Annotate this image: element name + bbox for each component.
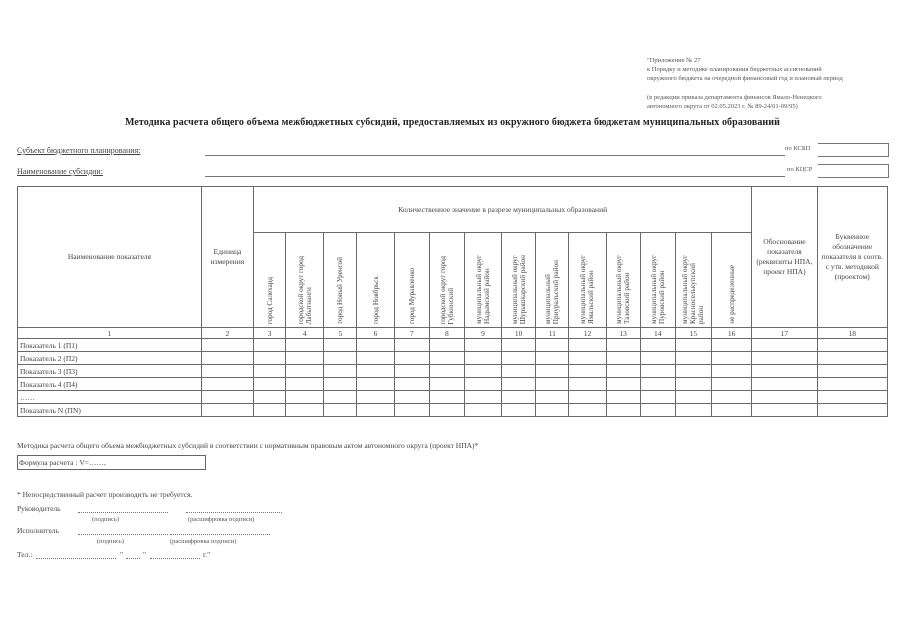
column-number: 13: [606, 328, 640, 339]
header-letter: Буквенное обозначение показателя в соотв. с утв. методикой (проектом): [817, 187, 887, 328]
table-cell[interactable]: [502, 404, 536, 417]
table-cell[interactable]: [394, 352, 429, 365]
column-number: 3: [254, 328, 286, 339]
table-cell[interactable]: [752, 352, 817, 365]
table-cell[interactable]: [286, 404, 324, 417]
table-cell[interactable]: [606, 365, 640, 378]
table-cell[interactable]: [429, 378, 464, 391]
table-cell[interactable]: [675, 352, 711, 365]
table-cell[interactable]: [201, 378, 253, 391]
table-cell[interactable]: [394, 365, 429, 378]
head-label: Руководитель: [17, 504, 61, 513]
appendix-line-4: (в редакции приказа департамента финансов Ямало-Ненецкого: [647, 94, 822, 101]
date-quote-open: ": [120, 550, 124, 559]
table-row: [18, 339, 888, 352]
table-cell[interactable]: [640, 352, 675, 365]
table-cell[interactable]: [536, 339, 569, 352]
table-cell[interactable]: [711, 339, 751, 352]
municipality-label: город Муравленко: [407, 267, 416, 324]
municipality-header: [286, 233, 324, 328]
table-cell[interactable]: [569, 404, 606, 417]
table-cell[interactable]: [357, 404, 394, 417]
header-quantity: Количественное значение в разрезе муниципальных образований: [254, 187, 752, 233]
table-cell[interactable]: [606, 339, 640, 352]
municipality-label: городской округ город Губкинский: [438, 255, 455, 324]
subject-field[interactable]: [205, 155, 785, 156]
table-cell[interactable]: [675, 391, 711, 404]
table-cell[interactable]: [254, 352, 286, 365]
date-year-label: г.": [203, 550, 211, 559]
column-number: 8: [429, 328, 464, 339]
table-cell[interactable]: [286, 352, 324, 365]
table-cell[interactable]: [324, 339, 357, 352]
table-cell[interactable]: [286, 339, 324, 352]
table-cell[interactable]: [569, 352, 606, 365]
table-cell[interactable]: [640, 404, 675, 417]
table-cell[interactable]: [502, 391, 536, 404]
municipality-header: [464, 233, 501, 328]
table-cell[interactable]: [324, 378, 357, 391]
table-cell[interactable]: [357, 391, 394, 404]
table-cell[interactable]: [675, 378, 711, 391]
table-cell[interactable]: [254, 378, 286, 391]
table-cell[interactable]: [569, 339, 606, 352]
column-number: 6: [357, 328, 394, 339]
table-cell[interactable]: [464, 391, 501, 404]
table-cell[interactable]: [606, 404, 640, 417]
table-cell[interactable]: [394, 404, 429, 417]
formula-box[interactable]: [17, 455, 206, 470]
head-sign-line[interactable]: [78, 512, 168, 513]
subsidy-code-box[interactable]: [818, 164, 889, 178]
head-decode-line[interactable]: [186, 512, 282, 513]
table-cell[interactable]: [711, 352, 751, 365]
municipality-label: не распределенные: [727, 265, 736, 324]
appendix-line-1: "Приложение № 27: [647, 57, 701, 64]
column-number: 12: [569, 328, 606, 339]
date-month-line[interactable]: [150, 558, 200, 559]
subject-label: Субъект бюджетного планирования:: [17, 146, 141, 155]
document-title: Методика расчета общего объема межбюджетных субсидий, предоставляемых из окружного бюджета бюджетам муниципальных образований: [124, 117, 781, 128]
table-cell[interactable]: [502, 352, 536, 365]
head-sign-caption: (подпись): [92, 516, 119, 523]
table-row: [18, 404, 888, 417]
table-cell[interactable]: [464, 352, 501, 365]
municipality-header: [324, 233, 357, 328]
table-row: [18, 391, 888, 404]
table-cell[interactable]: [817, 365, 887, 378]
tel-label: Тел.:: [17, 550, 33, 559]
municipality-header: [569, 233, 606, 328]
table-cell[interactable]: [394, 391, 429, 404]
table-cell[interactable]: [569, 391, 606, 404]
table-cell[interactable]: [254, 365, 286, 378]
column-number: 11: [536, 328, 569, 339]
header-basis: Обоснование показателя (реквизиты НПА, проект НПА): [752, 187, 817, 328]
municipality-header: [675, 233, 711, 328]
date-day-line[interactable]: [126, 558, 140, 559]
table-cell[interactable]: [817, 404, 887, 417]
table-row: [18, 352, 888, 365]
indicators-table: [17, 186, 888, 417]
table-cell[interactable]: [536, 352, 569, 365]
table-cell[interactable]: [394, 378, 429, 391]
table-cell[interactable]: [286, 365, 324, 378]
header-unit: Единица измерения: [201, 187, 253, 328]
column-number: 2: [201, 328, 253, 339]
table-cell[interactable]: [324, 391, 357, 404]
municipality-label: муниципальный округ Тазовский район: [615, 255, 632, 324]
exec-sign-caption: (подпись): [97, 538, 124, 545]
column-number: 4: [286, 328, 324, 339]
table-row: [18, 378, 888, 391]
table-cell[interactable]: [711, 378, 751, 391]
table-cell[interactable]: [606, 391, 640, 404]
table-cell[interactable]: [286, 378, 324, 391]
exec-decode-caption: (расшифровка подписи): [170, 538, 237, 545]
indicator-label: Показатель 2 (П2): [18, 352, 202, 365]
table-cell[interactable]: [464, 378, 501, 391]
appendix-line-3: окружного бюджета на очередной финансовый год и плановый период: [647, 75, 843, 82]
table-cell[interactable]: [464, 404, 501, 417]
column-number: 9: [464, 328, 501, 339]
table-cell[interactable]: [201, 365, 253, 378]
table-cell[interactable]: [606, 378, 640, 391]
footnote: * Непосредственный расчет производить не требуется.: [17, 490, 193, 499]
table-cell[interactable]: [357, 365, 394, 378]
date-quote-mid: ": [143, 550, 147, 559]
table-cell[interactable]: [502, 339, 536, 352]
appendix-note: [647, 56, 843, 111]
indicator-label: Показатель 4 (П4): [18, 378, 202, 391]
municipality-header: [394, 233, 429, 328]
header-indicator: Наименование показателя: [18, 187, 202, 328]
table-cell[interactable]: [711, 365, 751, 378]
column-number: 18: [817, 328, 887, 339]
table-cell[interactable]: [357, 339, 394, 352]
column-number: 16: [711, 328, 751, 339]
table-cell[interactable]: [569, 378, 606, 391]
column-number: 7: [394, 328, 429, 339]
table-cell[interactable]: [640, 339, 675, 352]
table-cell[interactable]: [711, 404, 751, 417]
table-cell[interactable]: [536, 365, 569, 378]
table-cell[interactable]: [201, 404, 253, 417]
table-cell[interactable]: [752, 378, 817, 391]
table-cell[interactable]: [752, 365, 817, 378]
table-cell[interactable]: [817, 352, 887, 365]
table-cell[interactable]: [640, 391, 675, 404]
appendix-line-2: к Порядку и методике планирования бюджетных ассигнований: [647, 66, 822, 73]
column-number: 1: [18, 328, 202, 339]
municipality-header: [711, 233, 751, 328]
tel-line[interactable]: [36, 558, 116, 559]
table-cell[interactable]: [429, 352, 464, 365]
indicator-label: Показатель 3 (П3): [18, 365, 202, 378]
subject-code-label: по КСБП: [785, 145, 811, 152]
municipality-header: [536, 233, 569, 328]
table-cell[interactable]: [464, 365, 501, 378]
table-cell[interactable]: [640, 365, 675, 378]
table-cell[interactable]: [606, 352, 640, 365]
table-row: [18, 365, 888, 378]
municipality-header: [640, 233, 675, 328]
subsidy-code-label: по КЦСР: [787, 166, 813, 173]
column-number: 15: [675, 328, 711, 339]
table-cell[interactable]: [502, 365, 536, 378]
indicator-label: ……: [18, 391, 202, 404]
table-cell[interactable]: [711, 391, 751, 404]
table-cell[interactable]: [536, 404, 569, 417]
subsidy-field[interactable]: [205, 176, 785, 177]
table-cell[interactable]: [254, 404, 286, 417]
municipality-label: муниципальный округ Ямальский район: [579, 255, 596, 324]
table-cell[interactable]: [324, 365, 357, 378]
subsidy-label: Наименование субсидии:: [17, 167, 103, 176]
table-cell[interactable]: [817, 339, 887, 352]
municipality-label: муниципальный округ Шурышкарский район: [510, 254, 527, 324]
municipality-label: город Ноябрьск: [371, 276, 380, 324]
municipality-header: [606, 233, 640, 328]
municipality-header: [254, 233, 286, 328]
table-cell[interactable]: [201, 339, 253, 352]
table-cell[interactable]: [254, 391, 286, 404]
exec-label: Исполнитель: [17, 526, 59, 535]
appendix-line-5: автономного округа от 02.05.2023 г. № 89-24/01-09/95): [647, 103, 798, 110]
table-cell[interactable]: [429, 391, 464, 404]
column-number: 17: [752, 328, 817, 339]
table-cell[interactable]: [536, 391, 569, 404]
municipality-label: муниципальный округ Надымский район: [475, 255, 492, 324]
table-cell[interactable]: [357, 352, 394, 365]
table-cell[interactable]: [429, 339, 464, 352]
indicator-label: Показатель N (ПN): [18, 404, 202, 417]
formula-text: Формула расчета : V=……,: [19, 458, 106, 467]
table-cell[interactable]: [675, 365, 711, 378]
column-number-row: [18, 328, 888, 339]
table-cell[interactable]: [817, 391, 887, 404]
head-decode-caption: (расшифровка подписи): [188, 516, 255, 523]
municipality-header: [502, 233, 536, 328]
municipality-label: городской округ город Лабытнанги: [296, 255, 313, 324]
table-cell[interactable]: [201, 391, 253, 404]
table-cell[interactable]: [324, 404, 357, 417]
method-text: Методика расчета общего объема межбюджетных субсидий в соответствии с нормативным правовым актом автономного округа (проект НПА)*: [17, 441, 479, 450]
exec-sign-line[interactable]: [78, 534, 168, 535]
municipality-header: [429, 233, 464, 328]
table-cell[interactable]: [357, 378, 394, 391]
table-cell[interactable]: [394, 339, 429, 352]
table-cell[interactable]: [254, 339, 286, 352]
indicator-label: Показатель 1 (П1): [18, 339, 202, 352]
table-cell[interactable]: [429, 404, 464, 417]
table-cell[interactable]: [429, 365, 464, 378]
table-cell[interactable]: [569, 365, 606, 378]
municipality-label: муниципальный округ Красноселькупский район: [681, 255, 706, 324]
table-cell[interactable]: [201, 352, 253, 365]
exec-decode-line[interactable]: [170, 534, 270, 535]
municipality-header: [357, 233, 394, 328]
table-cell[interactable]: [675, 404, 711, 417]
table-cell[interactable]: [536, 378, 569, 391]
table-cell[interactable]: [464, 339, 501, 352]
municipality-label: муниципальный Приуральский район: [544, 259, 561, 324]
table-cell[interactable]: [752, 391, 817, 404]
table-cell[interactable]: [752, 404, 817, 417]
table-cell[interactable]: [640, 378, 675, 391]
table-cell[interactable]: [502, 378, 536, 391]
table-cell[interactable]: [817, 378, 887, 391]
column-number: 10: [502, 328, 536, 339]
table-cell[interactable]: [752, 339, 817, 352]
subject-code-box[interactable]: [818, 143, 889, 157]
column-number: 5: [324, 328, 357, 339]
table-cell[interactable]: [675, 339, 711, 352]
municipality-label: город Салехард: [265, 276, 274, 324]
table-cell[interactable]: [324, 352, 357, 365]
column-number: 14: [640, 328, 675, 339]
municipality-label: муниципальный округ Пуровский район: [649, 255, 666, 324]
municipality-label: город Новый Уренгой: [336, 257, 345, 324]
table-cell[interactable]: [286, 391, 324, 404]
